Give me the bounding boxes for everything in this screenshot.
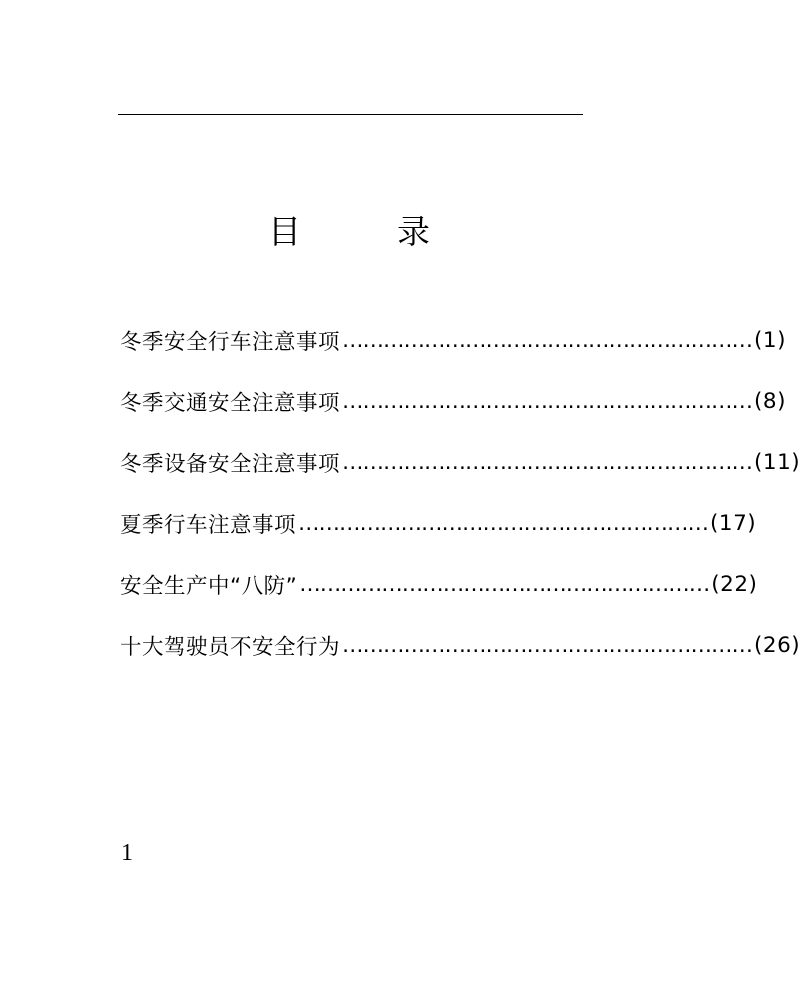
toc-dot-leader: …………………………………………………… [298,511,709,536]
title-char-2: 录 [397,212,430,251]
toc-entry-page: (22) [711,572,758,597]
toc-entry-title: 安全生产中“八防” [120,574,298,599]
toc-entry[interactable] [120,432,800,493]
toc-entry[interactable] [120,371,786,432]
toc-entry-page: (17) [710,511,757,536]
toc-entry[interactable] [120,493,757,554]
toc-entry-title: 冬季设备安全注意事项 [120,452,341,477]
table-of-contents [120,310,800,676]
toc-entry-title: 夏季行车注意事项 [120,513,297,538]
page-number: 1 [121,840,133,866]
title-char-1: 目 [268,212,301,251]
toc-entry-title: 十大驾驶员不安全行为 [120,635,341,660]
toc-entry[interactable] [120,554,758,615]
toc-dot-leader: …………………………………………………… [342,450,753,475]
toc-entry[interactable] [120,615,800,676]
toc-dot-leader: …………………………………………………… [342,389,753,414]
toc-entry-page: (11) [754,450,800,475]
header-rule [118,114,583,115]
toc-entry-title: 冬季交通安全注意事项 [120,391,341,416]
page-title [0,208,700,256]
toc-dot-leader: …………………………………………………… [342,328,753,353]
toc-dot-leader: …………………………………………………… [342,633,753,658]
toc-entry-page: (1) [754,328,786,353]
toc-entry[interactable] [120,310,786,371]
toc-dot-leader: …………………………………………………… [299,572,710,597]
toc-entry-page: (26) [754,633,800,658]
toc-entry-title: 冬季安全行车注意事项 [120,330,341,355]
toc-entry-page: (8) [754,389,786,414]
